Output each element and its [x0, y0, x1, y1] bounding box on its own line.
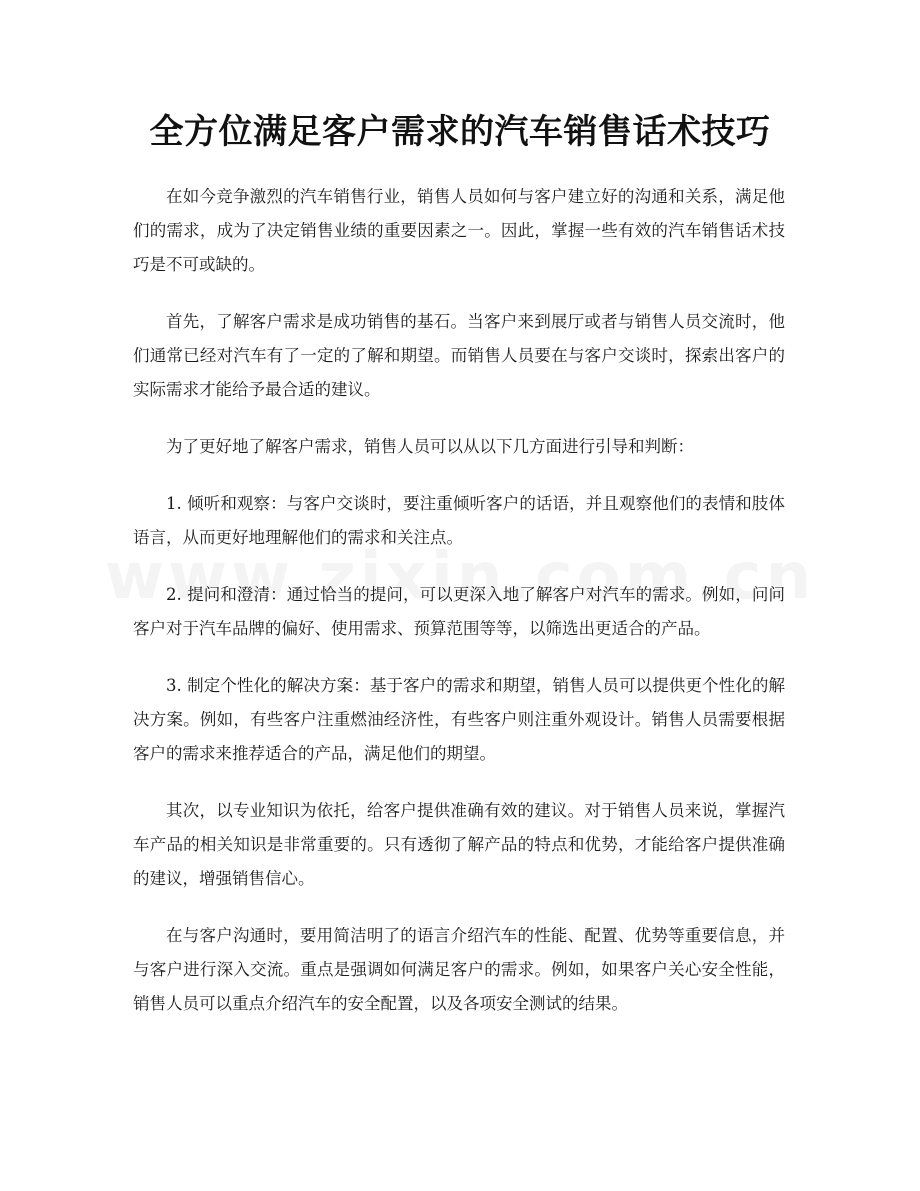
- paragraph: 首先，了解客户需求是成功销售的基石。当客户来到展厅或者与销售人员交流时，他们通常已经对汽车有了一定的了解和期望。而销售人员要在与客户交谈时，探索出客户的实际需求才能给予最合适的建议。: [133, 312, 785, 399]
- paragraph: 其次，以专业知识为依托，给客户提供准确有效的建议。对于销售人员来说，掌握汽车产品的相关知识是非常重要的。只有透彻了解产品的特点和优势，才能给客户提供准确的建议，增强销售信心。: [133, 801, 785, 888]
- document-body: [133, 180, 785, 1044]
- list-item: 1. 倾听和观察：与客户交谈时，要注重倾听客户的话语，并且观察他们的表情和肢体语言，从而更好地理解他们的需求和关注点。: [133, 494, 785, 547]
- paragraph: 为了更好地了解客户需求，销售人员可以从以下几方面进行引导和判断：: [166, 437, 694, 456]
- document-title: 全方位满足客户需求的汽车销售话术技巧: [149, 112, 771, 152]
- paragraph: 在与客户沟通时，要用简洁明了的语言介绍汽车的性能、配置、优势等重要信息，并与客户进行深入交流。重点是强调如何满足客户的需求。例如，如果客户关心安全性能，销售人员可以重点介绍汽车的安全配置，以及各项安全测试的结果。: [133, 926, 785, 1013]
- list-item: 2. 提问和澄清：通过恰当的提问，可以更深入地了解客户对汽车的需求。例如，问问客户对于汽车品牌的偏好、使用需求、预算范围等等，以筛选出更适合的产品。: [133, 585, 785, 638]
- paragraph: 在如今竞争激烈的汽车销售行业，销售人员如何与客户建立好的沟通和关系，满足他们的需求，成为了决定销售业绩的重要因素之一。因此，掌握一些有效的汽车销售话术技巧是不可或缺的。: [133, 187, 785, 274]
- list-item: 3. 制定个性化的解决方案：基于客户的需求和期望，销售人员可以提供更个性化的解决方案。例如，有些客户注重燃油经济性，有些客户则注重外观设计。销售人员需要根据客户的需求来推荐适合的产品，满足他们的期望。: [133, 676, 785, 763]
